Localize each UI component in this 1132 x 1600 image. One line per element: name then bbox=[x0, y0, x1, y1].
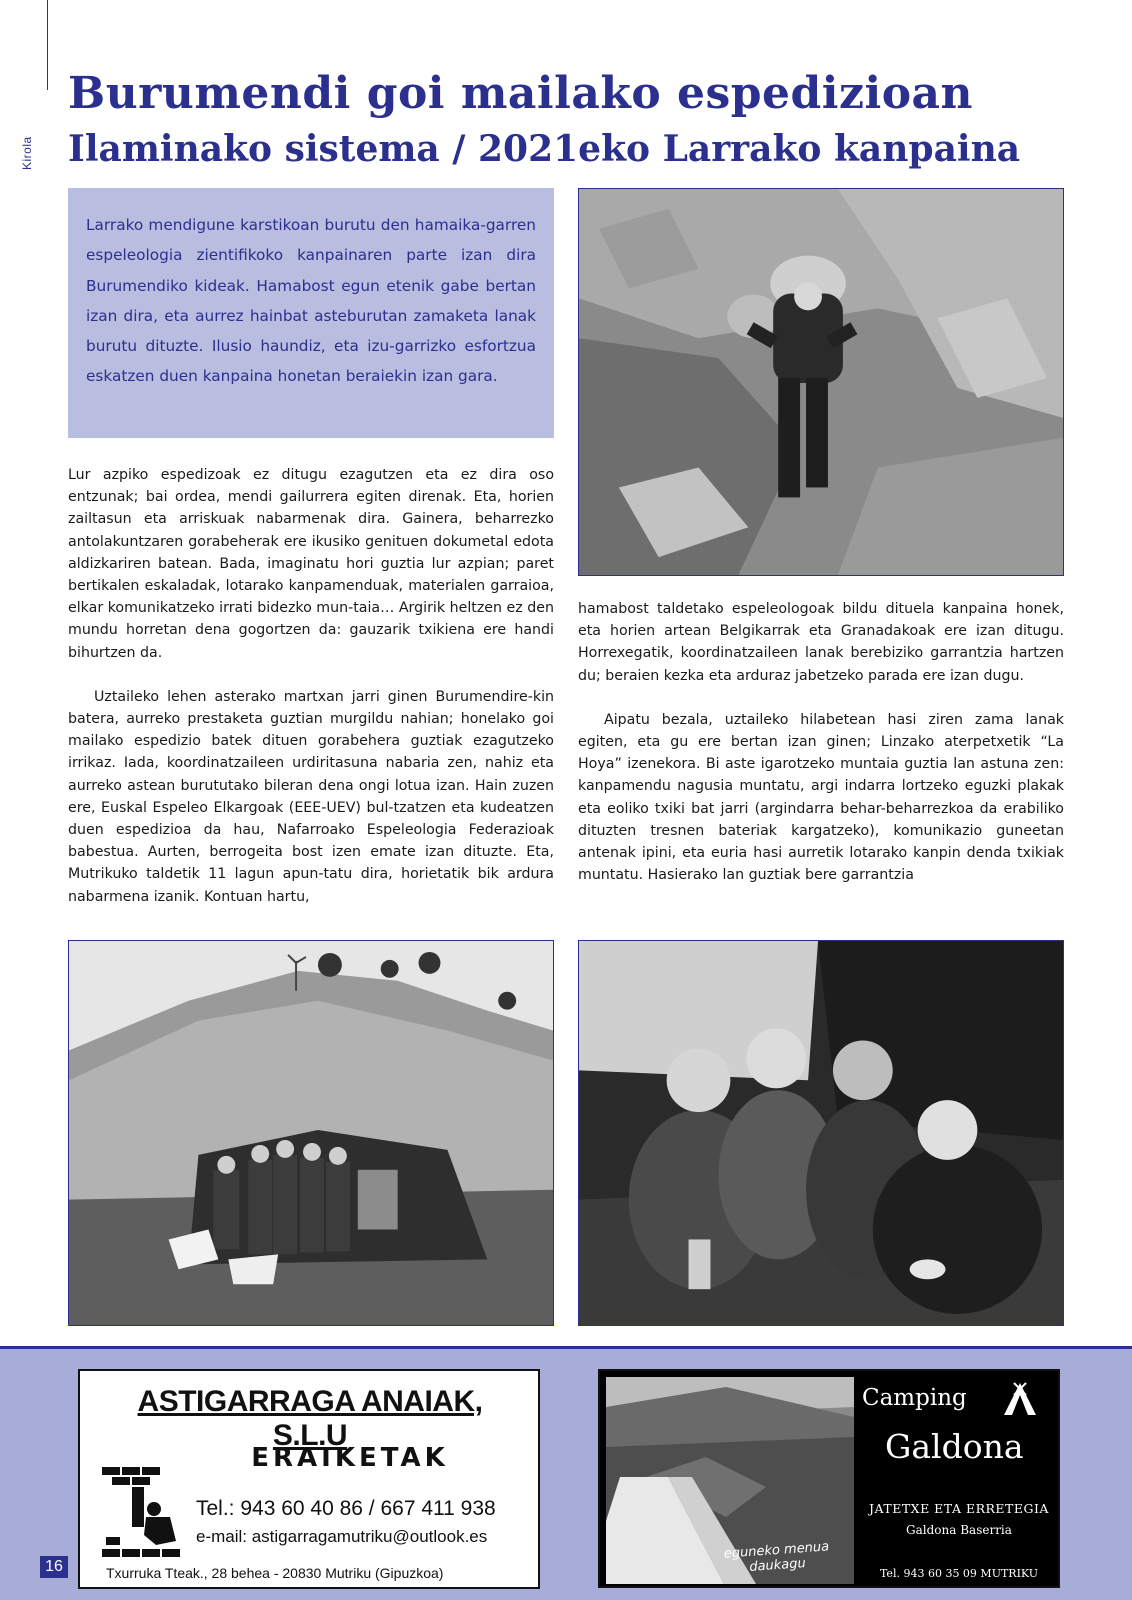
article-title: Burumendi goi mailako espedizioan bbox=[68, 68, 974, 119]
intro-box bbox=[68, 188, 554, 438]
ad2-camping-label: Camping bbox=[862, 1385, 967, 1411]
photo-camp bbox=[68, 940, 554, 1326]
paragraph: hamabost taldetako espeleologoak bildu dituela kanpaina honek, eta horien artean Belgikarrak eta Granadakoak ere izan ditugu. Horrexegatik, koordinatzaileen lanak berebiziko garrantzia hartzen du; beraien kezka eta arduraz jabetzeko parada ere izan dugu. bbox=[578, 601, 1064, 684]
ad-camping-galdona[interactable] bbox=[598, 1369, 1060, 1588]
ad1-phone: Tel.: 943 60 40 86 / 667 411 938 bbox=[196, 1497, 496, 1520]
photo-group bbox=[578, 940, 1064, 1326]
ad1-subtitle: ERAIKETAK bbox=[251, 1443, 449, 1473]
ad1-company-name: ASTIGARRAGA ANAIAK, S.L.U bbox=[137, 1385, 483, 1452]
tent-icon bbox=[1002, 1381, 1038, 1417]
ad1-address: Txurruka Tteak., 28 behea - 20830 Mutriku (Gipuzkoa) bbox=[106, 1565, 444, 1581]
paragraph: Uztaileko lehen asterako martxan jarri ginen Burumendire-kin batera, aurreko prestaketa guztian murgildu nahian; honelako goi mailako espedizio batek dituen gorabehera guztiak ezagutzeko irrikaz. Iada, koordinatzaileen urdiritasuna nabaria zen, nahiz eta aurreko astean burututako bileran dena ongi lotua izan. Hain zuzen ere, Euskal Espeleo Elkargoak (EEE-UEV) bul-tzatzen eta kudeatzen duen espedizioa da hau, Nafarroako Espeleologia Federazioak babestua. Aurten, berrogeita bost izen emate izan dituzte. Eta, Mutrikuko taldetik 11 lagun apun-tatu dira, horietatik bik ardura nabarmena izanik. Kontuan hartu, bbox=[68, 688, 554, 905]
column-left bbox=[68, 464, 554, 930]
ad2-location: Galdona Baserria bbox=[906, 1523, 1012, 1537]
ad2-business-name: Galdona bbox=[885, 1427, 1024, 1466]
page-number: 16 bbox=[40, 1556, 68, 1578]
intro-text: Larrako mendigune karstikoan burutu den hamaika-garren espeleologia zientifikoko kanpainaren parte izan dira Burumendiko kideak. Hamabost egun etenik gabe bertan izan dira, eta aurrez hainbat asteburutan zamaketa lanak burutu dituzte. Ilusio haundiz, eta izu-garrizko esfortzua eskatzen duen kanpaina honetan beraiekin izan gara. bbox=[86, 216, 536, 386]
paragraph: Aipatu bezala, uztaileko hilabetean hasi ziren zama lanak egiten, eta gu ere bertan izan ginen; Linzako aterpetxetik “La Hoya” izenekora. Bi aste igarotzeko muntaia guztia lan astuna zen: kanpamendu nagusia muntatu, argi indarra lortzeko eguzki plakak eta eoliko txiki bat jarri (argindarra behar-beharrezkoa da erabiliko dituzten tresnen bateriak kargatzeko), komunikazio guneetan antenak ipini, eta euria hasi aurretik lotarako kanpin denda txikiak muntatu. Hasierako lan guztiak bere garrantzia bbox=[578, 711, 1064, 884]
section-rule bbox=[47, 0, 48, 90]
paragraph: Lur azpiko espedizoak ez ditugu ezagutzen eta ez dira oso entzunak; bai ordea, mendi gailurrera egiten direnak. Eta, horien zailtasun eta arriskuak nabarmenak dira. Gainera, beharrezko antolakuntzaren gorabeherak ere ikusiko genituen dokumetal edota aldizkariren batean. Bada, imaginatu hori guztia lur azpian; paret bertikalen eskaladak, lotarako kanpamenduak, materialen garraioa, elkar komunikatzeko irrati bidezko mun-taia… Argirik heltzen ez den mundu horretan dena gogortzen da: gauzarik txikiena ere handi bihurtzen da. bbox=[68, 467, 554, 661]
article-subtitle: Ilaminako sistema / 2021eko Larrako kanpaina bbox=[68, 128, 1021, 170]
ad1-email: e-mail: astigarragamutriku@outlook.es bbox=[196, 1527, 488, 1546]
ad2-menu-text: eguneko menua daukagu bbox=[723, 1539, 830, 1575]
ad2-tagline: JATETXE ETA ERRETEGIA bbox=[869, 1501, 1049, 1516]
bricklayer-icon bbox=[98, 1463, 190, 1561]
section-label: Kirola bbox=[20, 136, 34, 170]
column-right bbox=[578, 598, 1064, 908]
ad2-phone: Tel. 943 60 35 09 MUTRIKU bbox=[879, 1567, 1039, 1580]
ad-astigarraga[interactable] bbox=[78, 1369, 540, 1589]
photo-hiker bbox=[578, 188, 1064, 576]
